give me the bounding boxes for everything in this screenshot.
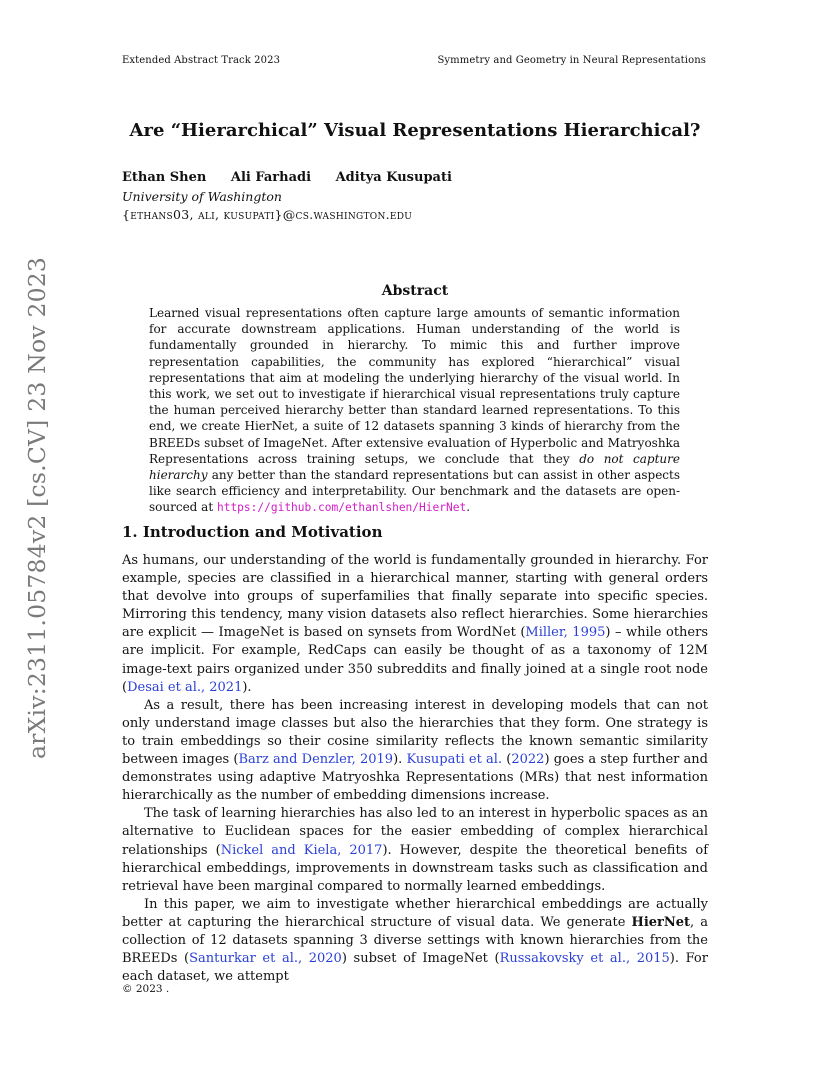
- github-link[interactable]: https://github.com/ethanlshen/HierNet: [216, 501, 467, 515]
- citation-link[interactable]: Russakovsky et al., 2015: [499, 951, 670, 967]
- text: As a result, there has been increasing interest in developing models that can not only understand image classes but also the hierarchies that they form. One strategy is to train embeddings so their cosine similarity reflects the known semantic similarity between images (: [122, 697, 708, 768]
- section-heading: 1. Introduction and Motivation: [122, 523, 383, 541]
- running-header-right: Symmetry and Geometry in Neural Representations: [437, 55, 706, 66]
- copyright-footer: © 2023 .: [122, 983, 170, 995]
- arxiv-stamp-text: arXiv:2311.05784v2 [cs.CV] 23 Nov 2023: [23, 256, 51, 760]
- running-header-left: Extended Abstract Track 2023: [122, 55, 281, 66]
- author-list: [122, 170, 472, 185]
- paragraph: [122, 697, 708, 806]
- abstract-text: .: [466, 500, 471, 515]
- abstract-emphasis: do not capture hierarchy: [149, 451, 680, 483]
- abstract-body: [149, 305, 680, 517]
- paragraph: [122, 552, 708, 697]
- text: ). However, despite the theoretical benefits of hierarchical embeddings, improvements in downstream tasks such as classification and retrieval have been marginal compared to normally learned embeddings.: [122, 842, 708, 894]
- text: (: [502, 752, 512, 768]
- text: ) subset of ImageNet (: [341, 951, 500, 967]
- text: ) goes a step further and demonstrates using adaptive Matryoshka Representations (MRs) that nest information hierarchically as the number of embedding dimensions increase.: [122, 752, 708, 804]
- paragraph: [122, 896, 708, 986]
- text: The task of learning hierarchies has also led to an interest in hyperbolic spaces as an alternative to Euclidean spaces for the easier embedding of complex hierarchical relationships (: [122, 806, 708, 858]
- section-body: [122, 552, 708, 986]
- citation-link[interactable]: Desai et al., 2021: [127, 679, 243, 695]
- citation-link[interactable]: Kusupati et al.: [406, 752, 503, 768]
- affiliation: University of Washington: [122, 189, 282, 204]
- author-name: Ethan Shen: [122, 170, 207, 185]
- paper-title: Are “Hierarchical” Visual Representations Hierarchical?: [129, 120, 701, 141]
- paragraph: [122, 805, 708, 895]
- citation-link[interactable]: 2022: [511, 752, 545, 768]
- citation-link[interactable]: Nickel and Kiela, 2017: [220, 842, 383, 858]
- dataset-name: HierNet: [631, 914, 691, 930]
- abstract-heading: Abstract: [381, 283, 449, 299]
- text: , a collection of 12 datasets spanning 3 diverse settings with known hierarchies from the BREEDs (: [122, 914, 709, 967]
- abstract-text: any better than the standard representations but can assist in other aspects like search efficiency and interpretability. Our benchmark and the datasets are open-sourced at: [149, 468, 680, 515]
- author-name: Aditya Kusupati: [335, 170, 452, 185]
- citation-link[interactable]: Barz and Denzler, 2019: [238, 752, 394, 768]
- abstract-text: Learned visual representations often capture large amounts of semantic information for accurate downstream applications. Human understanding of the world is fundamentally grounded in hierarchy. To mimic this and further improve representation capabilities, the community has explored “hierarchical” visual representations that aim at modeling the underlying hierarchy of the visual world. In this work, we set out to investigate if hierarchical visual representations truly capture the human perceived hierarchy better than standard learned representations. To this end, we create HierNet, a suite of 12 datasets spanning 3 kinds of hierarchy from the BREEDs subset of ImageNet. After extensive evaluation of Hyperbolic and Matryoshka Representations across training setups, we conclude that they: [149, 306, 680, 466]
- citation-link[interactable]: Santurkar et al., 2020: [189, 951, 342, 967]
- text: ). For each dataset, we attempt: [122, 951, 708, 985]
- text: ).: [393, 752, 407, 768]
- author-name: Ali Farhadi: [230, 170, 312, 185]
- text: ) – while others are implicit. For example, RedCaps can easily be thought of as a taxonomy of 12M image-text pairs organized under 350 subreddits and finally joined at a single root node (: [122, 625, 708, 695]
- text: ).: [242, 679, 252, 695]
- text: As humans, our understanding of the world is fundamentally grounded in hierarchy. For example, species are classified in a hierarchical manner, starting with general orders that devolve into groups of superfamilies that finally separate into specific species. Mirroring this tendency, many vision datasets also reflect hierarchies. Some hierarchies are explicit — ImageNet is based on synsets from WordNet (: [122, 553, 708, 641]
- author-emails: {ethans03, ali, kusupati}@cs.washington.edu: [122, 207, 413, 222]
- citation-link[interactable]: Miller, 1995: [525, 625, 606, 641]
- text: In this paper, we aim to investigate whether hierarchical embeddings are actually better at capturing the hierarchical structure of visual data. We generate: [122, 896, 708, 930]
